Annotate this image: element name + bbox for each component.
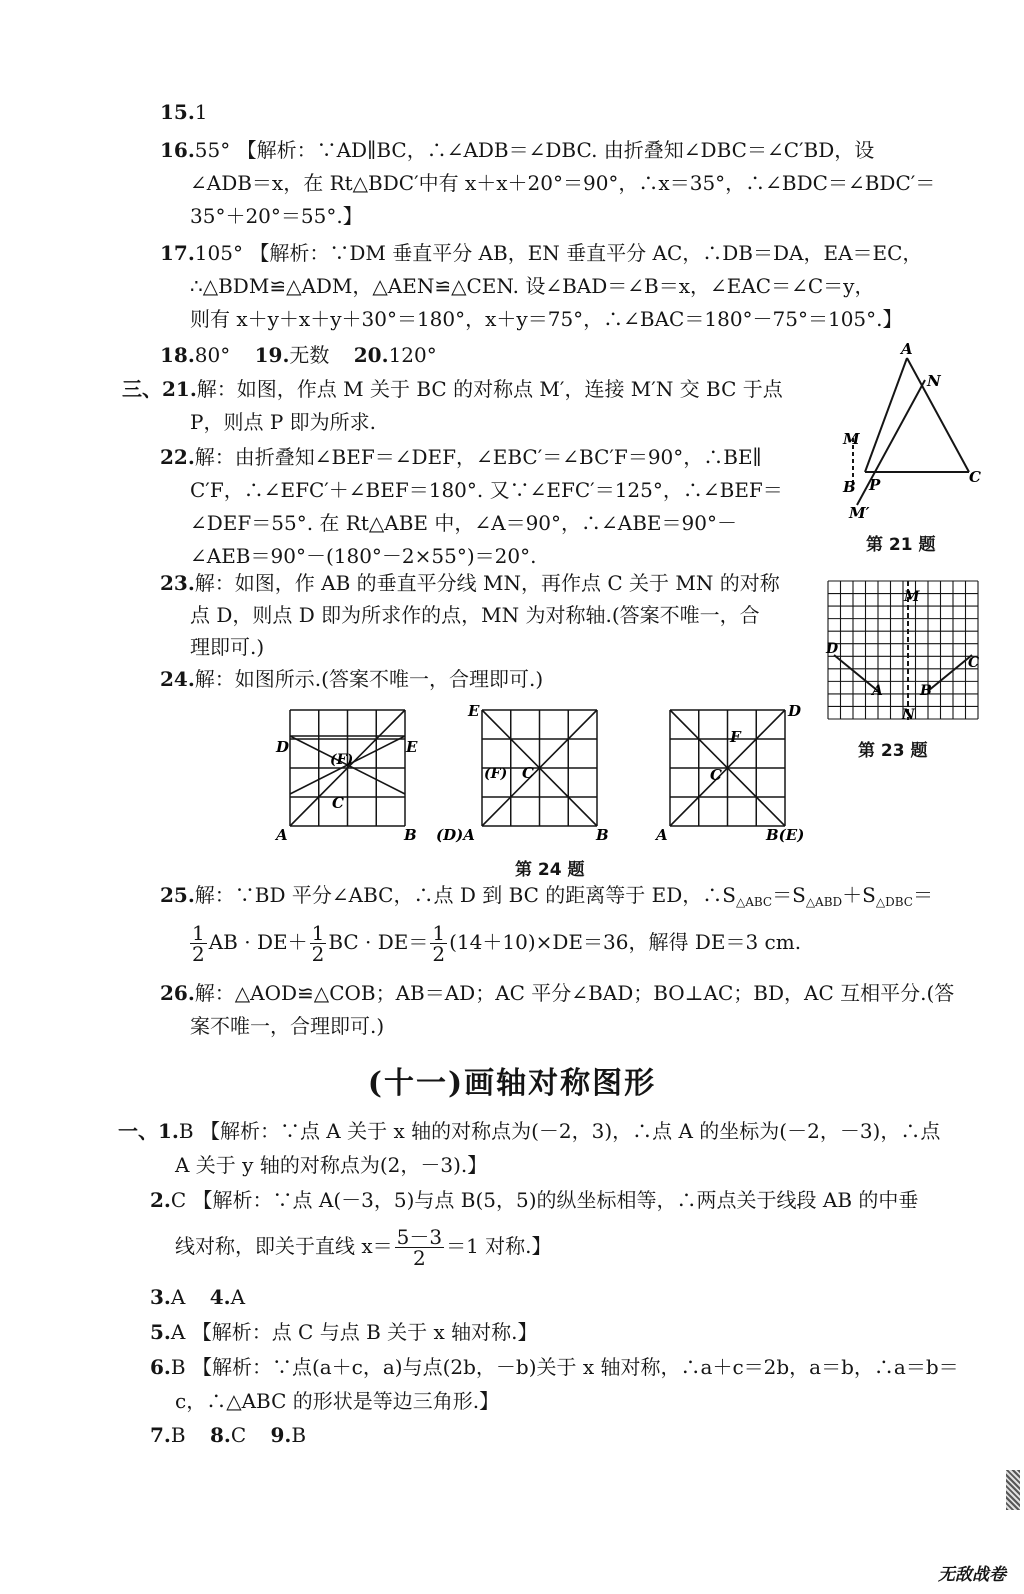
fraction bbox=[395, 1227, 444, 1268]
fig24-g1-a: A bbox=[276, 826, 288, 844]
fig23-label-m: M bbox=[904, 589, 920, 605]
answer-25-line2 bbox=[188, 922, 801, 964]
answer-number: 4. bbox=[209, 1285, 231, 1309]
fraction bbox=[190, 923, 207, 964]
section-title: (十一)画轴对称图形 bbox=[367, 1066, 657, 1101]
answer-17-line2: ∴△BDM≌△ADM，△AEN≌△CEN. 设∠BAD＝∠B＝x，∠EAC＝∠C＝y， bbox=[190, 274, 875, 298]
answer-number: 19. bbox=[254, 343, 290, 367]
answer-number: 15. bbox=[160, 100, 195, 124]
answer-text: 无数 bbox=[289, 343, 330, 367]
fig24-g2-e: E bbox=[468, 702, 480, 720]
answer-text: 80° bbox=[194, 343, 231, 367]
fig21-label-n: N bbox=[927, 372, 941, 390]
answer-text: B 【解析：∵点(a＋c，a)与点(2b，－b)关于 x 轴对称，∴a＋c＝2b，a＝b，∴a＝b＝ bbox=[170, 1355, 959, 1379]
part2-answers-3-4 bbox=[150, 1282, 245, 1312]
answer-number: 17. bbox=[160, 241, 195, 265]
answer-number: 9. bbox=[270, 1423, 292, 1447]
answer-text: 线对称，即关于直线 x＝ bbox=[175, 1234, 393, 1258]
fraction-denominator: 2 bbox=[413, 1246, 426, 1270]
answer-16-line1 bbox=[160, 135, 874, 165]
answer-number: 2. bbox=[150, 1188, 171, 1212]
answer-text: C bbox=[230, 1423, 247, 1447]
fig24-g1-f: (F) bbox=[330, 752, 354, 768]
fig24-g3-f: F bbox=[730, 728, 741, 746]
subscript: △DBC bbox=[875, 895, 913, 909]
fig23-label-d: D bbox=[826, 641, 839, 657]
answer-23-line3: 理即可.) bbox=[190, 635, 265, 659]
fraction bbox=[430, 923, 447, 964]
part2-answer-6-line1 bbox=[150, 1352, 959, 1382]
answer-text: (14＋10)×DE＝36，解得 DE＝3 cm. bbox=[449, 930, 802, 954]
fig21-label-m: M bbox=[843, 430, 860, 448]
answer-22-line2: C′F，∴∠EFC′＋∠BEF＝180°. 又∵∠EFC′＝125°，∴∠BEF＝ bbox=[190, 478, 783, 502]
answer-text: A 【解析：点 C 与点 B 关于 x 轴对称.】 bbox=[170, 1320, 538, 1344]
answer-number: 5. bbox=[150, 1320, 171, 1344]
answer-text: A bbox=[230, 1285, 246, 1309]
fraction bbox=[310, 923, 327, 964]
subscript: △ABC bbox=[736, 895, 773, 909]
answer-number: 25. bbox=[160, 883, 195, 907]
part2-answer-2-line1 bbox=[150, 1185, 918, 1215]
answer-21-line1 bbox=[122, 374, 783, 404]
answer-text: 105° 【解析：∵DM 垂直平分 AB，EN 垂直平分 AC，∴DB＝DA，EA＝EC， bbox=[194, 241, 923, 265]
fig24-g1-b: B bbox=[404, 826, 417, 844]
answer-number: 18. bbox=[160, 343, 195, 367]
fig24-g2-f: (F) bbox=[484, 766, 508, 782]
fig23-label-c: C bbox=[968, 655, 980, 671]
fig24-g3-a: A bbox=[656, 826, 668, 844]
answer-text: B bbox=[291, 1423, 307, 1447]
answer-number: 一、1. bbox=[118, 1119, 179, 1143]
answer-22-line1 bbox=[160, 442, 762, 472]
answer-17-line1 bbox=[160, 238, 922, 268]
answer-text: 120° bbox=[388, 343, 437, 367]
fig21-label-a: A bbox=[901, 340, 913, 358]
fraction-denominator: 2 bbox=[311, 942, 325, 966]
answer-number: 8. bbox=[209, 1423, 231, 1447]
answer-text: ＋S bbox=[842, 883, 876, 907]
fig24-g3-b: B(E) bbox=[766, 826, 805, 844]
answer-number: 22. bbox=[160, 445, 195, 469]
fraction-numerator: 1 bbox=[432, 921, 446, 945]
fig24-g2-a: (D)A bbox=[436, 826, 475, 844]
fig21-label-b: B bbox=[843, 478, 856, 496]
answer-16-line3: 35°＋20°＝55°.】 bbox=[190, 204, 363, 228]
answer-text: 解：如图，作点 M 关于 BC 的对称点 M′，连接 M′N 交 BC 于点 bbox=[196, 377, 783, 401]
part2-answer-2-line2 bbox=[175, 1224, 552, 1268]
answer-15 bbox=[160, 97, 208, 127]
answer-number: 7. bbox=[150, 1423, 171, 1447]
answer-text: A bbox=[170, 1285, 186, 1309]
fig24-g3-d: D bbox=[788, 702, 802, 720]
answer-24-line1 bbox=[160, 664, 543, 694]
fig24-g2-b: B bbox=[596, 826, 609, 844]
answer-text: 解：∵BD 平分∠ABC，∴点 D 到 BC 的距离等于 ED，∴S bbox=[194, 883, 736, 907]
answer-text: C 【解析：∵点 A(－3，5)与点 B(5，5)的纵坐标相等，∴两点关于线段 AB 的中垂 bbox=[170, 1188, 919, 1212]
fig24-g2-c: C bbox=[522, 764, 534, 782]
answer-number: 24. bbox=[160, 667, 195, 691]
fig24-g3-c: C bbox=[710, 766, 722, 784]
fig23-label-n: N bbox=[902, 707, 915, 723]
answer-number: 3. bbox=[150, 1285, 171, 1309]
fig24-g1-e: E bbox=[406, 738, 418, 756]
fig24-g1-c: C bbox=[332, 794, 344, 812]
fig23-caption: 第 23 题 bbox=[858, 741, 928, 761]
answer-number: 16. bbox=[160, 138, 195, 162]
part2-answer-6-line2: c，∴△ABC 的形状是等边三角形.】 bbox=[175, 1389, 500, 1413]
answer-text: 解：如图所示.(答案不唯一，合理即可.) bbox=[194, 667, 544, 691]
figure-23 bbox=[822, 575, 982, 725]
fig21-label-p: P bbox=[869, 476, 881, 494]
fraction-numerator: 5－3 bbox=[396, 1225, 443, 1249]
answer-22-line4: ∠AEB＝90°－(180°－2×55°)＝20°. bbox=[190, 544, 537, 568]
fig23-label-a: A bbox=[872, 683, 883, 699]
answer-26-line1 bbox=[160, 978, 954, 1008]
answer-text: 解：由折叠知∠BEF＝∠DEF，∠EBC′＝∠BC′F＝90°，∴BE∥ bbox=[194, 445, 762, 469]
answer-text: B 【解析：∵点 A 关于 x 轴的对称点为(－2，3)，∴点 A 的坐标为(－2，－3)，∴点 bbox=[178, 1119, 941, 1143]
answer-17-line3: 则有 x＋y＋x＋y＋30°＝180°，x＋y＝75°，∴∠BAC＝180°－75°＝105°.】 bbox=[190, 307, 903, 331]
part2-answer-1-line2: A 关于 y 轴的对称点为(2，－3).】 bbox=[175, 1153, 488, 1177]
subscript: △ABD bbox=[805, 895, 843, 909]
part2-answer-5 bbox=[150, 1317, 537, 1347]
answer-number: 三、21. bbox=[122, 377, 197, 401]
fraction-denominator: 2 bbox=[432, 942, 446, 966]
answer-text: 解：如图，作 AB 的垂直平分线 MN，再作点 C 关于 MN 的对称 bbox=[194, 571, 780, 595]
answer-number: 20. bbox=[353, 343, 389, 367]
answer-text: AB · DE＋ bbox=[208, 930, 308, 954]
answers-18-20 bbox=[160, 340, 437, 370]
fig21-label-m-prime: M′ bbox=[849, 504, 870, 522]
answer-25-line1 bbox=[160, 880, 933, 917]
part2-answers-7-9 bbox=[150, 1420, 306, 1450]
answer-text: BC · DE＝ bbox=[328, 930, 429, 954]
figure-24 bbox=[270, 700, 815, 848]
answer-text: B bbox=[170, 1423, 186, 1447]
fig24-g1-d: D bbox=[276, 738, 290, 756]
page-edge-texture bbox=[1006, 1470, 1020, 1510]
fig21-caption: 第 21 题 bbox=[866, 535, 936, 555]
answer-23-line2: 点 D，则点 D 即为所求作的点，MN 为对称轴.(答案不唯一，合 bbox=[190, 603, 760, 627]
fraction-numerator: 1 bbox=[311, 921, 325, 945]
footer-brand: 无敌战卷 bbox=[938, 1565, 1006, 1585]
answer-26-line2: 案不唯一，合理即可.) bbox=[190, 1014, 385, 1038]
fig21-label-c: C bbox=[969, 468, 981, 486]
fraction-numerator: 1 bbox=[192, 921, 205, 945]
answer-21-line2: P，则点 P 即为所求. bbox=[190, 410, 376, 434]
answer-text: 55° 【解析：∵AD∥BC，∴∠ADB＝∠DBC. 由折叠知∠DBC＝∠C′BD，设 bbox=[194, 138, 875, 162]
answer-text: 解：△AOD≌△COB；AB＝AD；AC 平分∠BAD；BO⊥AC；BD，AC 互相平分.(答 bbox=[194, 981, 955, 1005]
answer-text: ＝ bbox=[912, 883, 933, 907]
figure-21 bbox=[835, 340, 995, 525]
answer-text: ＝1 对称.】 bbox=[446, 1234, 552, 1258]
answer-number: 23. bbox=[160, 571, 195, 595]
answer-text: 1 bbox=[194, 100, 208, 124]
fig23-label-b: B bbox=[920, 683, 932, 699]
part2-answer-1-line1 bbox=[118, 1116, 940, 1146]
fraction-denominator: 2 bbox=[192, 942, 205, 966]
answer-23-line1 bbox=[160, 568, 780, 598]
answer-16-line2: ∠ADB＝x，在 Rt△BDC′中有 x＋x＋20°＝90°，∴x＝35°，∴∠BDC＝∠BDC′＝ bbox=[190, 171, 936, 195]
answer-number: 6. bbox=[150, 1355, 171, 1379]
answer-number: 26. bbox=[160, 981, 195, 1005]
answer-22-line3: ∠DEF＝55°. 在 Rt△ABE 中，∠A＝90°，∴∠ABE＝90°－ bbox=[190, 511, 737, 535]
answer-text: ＝S bbox=[772, 883, 806, 907]
fig24-caption: 第 24 题 bbox=[515, 860, 585, 880]
